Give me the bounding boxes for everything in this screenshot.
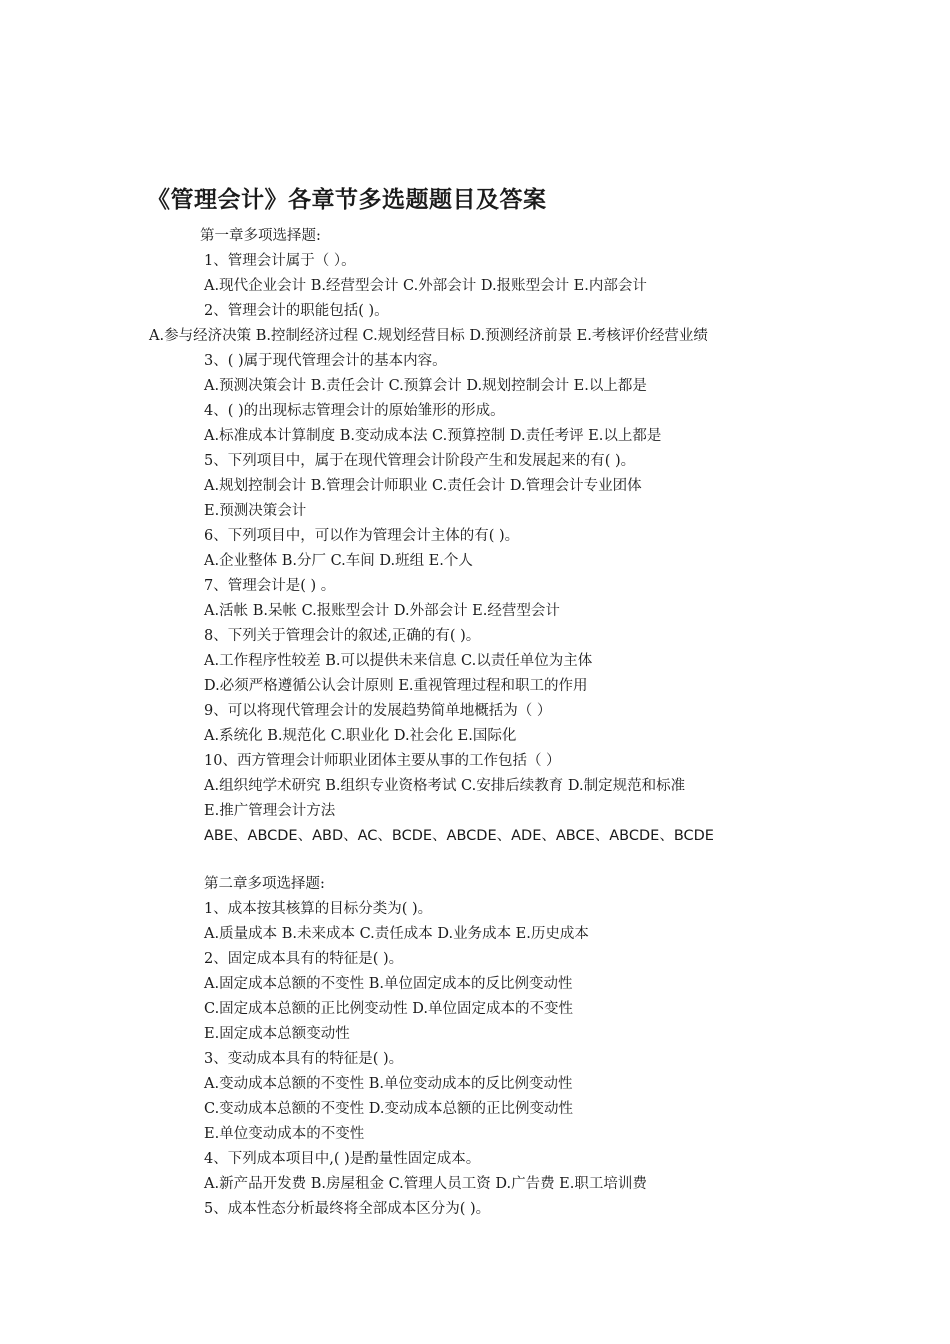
ch1-q3-options: A.预测决策会计 B.责任会计 C.预算会计 D.规划控制会计 E.以上都是 [204,378,647,394]
ch1-q1: 1、管理会计属于（ ）。 [204,253,356,269]
ch2-q3-options-cont: C.变动成本总额的不变性 D.变动成本总额的正比例变动性 [204,1101,574,1117]
ch2-q4: 4、下列成本项目中,( )是酌量性固定成本。 [204,1151,481,1167]
ch1-q6-options: A.企业整体 B.分厂 C.车间 D.班组 E.个人 [204,553,473,569]
ch1-q4-options: A.标准成本计算制度 B.变动成本法 C.预算控制 D.责任考评 E.以上都是 [204,428,662,444]
ch1-q10-options: A.组织纯学术研究 B.组织专业资格考试 C.安排后续教育 D.制定规范和标准 [204,778,686,794]
document-title: 《管理会计》各章节多选题题目及答案 [147,187,547,213]
ch2-q2-options-cont2: E.固定成本总额变动性 [204,1026,350,1042]
ch1-q8-options: A.工作程序性较差 B.可以提供未来信息 C.以责任单位为主体 [204,653,593,669]
ch1-q2-options: A.参与经济决策 B.控制经济过程 C.规划经营目标 D.预测经济前景 E.考核评价经营业绩 [149,328,708,344]
ch1-q7-options: A.活帐 B.呆帐 C.报账型会计 D.外部会计 E.经营型会计 [204,603,560,619]
ch2-q1-options: A.质量成本 B.未来成本 C.责任成本 D.业务成本 E.历史成本 [204,926,589,942]
chapter1-heading: 第一章多项选择题: [200,228,321,244]
ch2-q2-options: A.固定成本总额的不变性 B.单位固定成本的反比例变动性 [204,976,573,992]
ch1-q9: 9、可以将现代管理会计的发展趋势简单地概括为（ ） [204,703,552,719]
chapter2-heading: 第二章多项选择题: [204,876,325,892]
ch2-q4-options: A.新产品开发费 B.房屋租金 C.管理人员工资 D.广告费 E.职工培训费 [204,1176,647,1192]
ch1-q8: 8、下列关于管理会计的叙述,正确的有( )。 [204,628,481,644]
ch1-q9-options: A.系统化 B.规范化 C.职业化 D.社会化 E.国际化 [204,728,517,744]
ch1-q10-options-cont: E.推广管理会计方法 [204,803,336,819]
ch1-q5-options-cont: E.预测决策会计 [204,503,307,519]
ch1-answers: ABE、ABCDE、ABD、AC、BCDE、ABCDE、ADE、ABCE、ABCDE、BCDE [204,828,714,844]
ch1-q8-options-cont: D.必须严格遵循公认会计原则 E.重视管理过程和职工的作用 [204,678,588,694]
ch2-q3-options-cont2: E.单位变动成本的不变性 [204,1126,365,1142]
ch2-q3: 3、变动成本具有的特征是( )。 [204,1051,404,1067]
ch1-q3: 3、( )属于现代管理会计的基本内容。 [204,353,447,369]
ch2-q1: 1、成本按其核算的目标分类为( )。 [204,901,433,917]
ch1-q2: 2、管理会计的职能包括( )。 [204,303,389,319]
ch1-q7: 7、管理会计是( ) 。 [204,578,336,594]
ch1-q1-options: A.现代企业会计 B.经营型会计 C.外部会计 D.报账型会计 E.内部会计 [204,278,647,294]
ch1-q4: 4、( )的出现标志管理会计的原始雏形的形成。 [204,403,505,419]
ch1-q6: 6、下列项目中，可以作为管理会计主体的有( )。 [204,528,520,544]
ch1-q5: 5、下列项目中，属于在现代管理会计阶段产生和发展起来的有( )。 [204,453,636,469]
ch2-q5: 5、成本性态分析最终将全部成本区分为( )。 [204,1201,491,1217]
ch2-q3-options: A.变动成本总额的不变性 B.单位变动成本的反比例变动性 [204,1076,573,1092]
ch1-q10: 10、西方管理会计师职业团体主要从事的工作包括（ ） [204,753,561,769]
ch1-q5-options: A.规划控制会计 B.管理会计师职业 C.责任会计 D.管理会计专业团体 [204,478,642,494]
ch2-q2-options-cont: C.固定成本总额的正比例变动性 D.单位固定成本的不变性 [204,1001,574,1017]
ch2-q2: 2、固定成本具有的特征是( )。 [204,951,404,967]
